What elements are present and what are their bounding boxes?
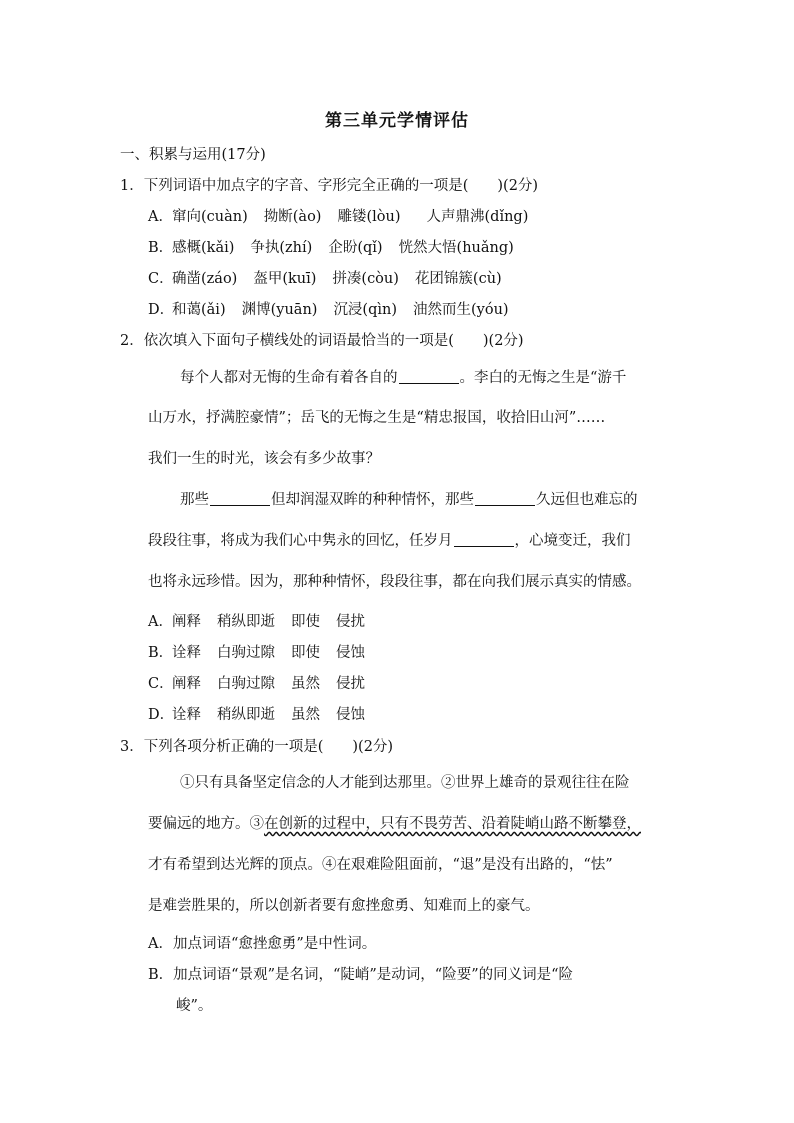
question-1-option-d: D．和蔼(ǎi) 渊博(yuān) 沉浸(qìn) 油然而生(yóu) bbox=[148, 302, 509, 318]
question-2-passage-line: 也将永远珍惜。因为，那种种情怀，段段往事，都在向我们展示真实的情感。 bbox=[148, 574, 641, 590]
question-3-passage-line: 是难尝胜果的，所以创新者要有愈挫愈勇、知难而上的豪气。 bbox=[148, 898, 540, 914]
question-1-option-c: C．确凿(záo) 盔甲(kuī) 拼凑(còu) 花团锦簇(cù) bbox=[148, 271, 502, 287]
answer-blank-2[interactable] bbox=[210, 491, 270, 506]
answer-blank-3[interactable] bbox=[475, 491, 535, 506]
question-3-option-b: B．加点词语“景观”是名词，“陡峭”是动词，“险要”的同义词是“险 bbox=[148, 967, 574, 983]
question-3-option-a: A．加点词语“愈挫愈勇”是中性词。 bbox=[148, 936, 377, 952]
question-1-option-b: B．感概(kǎi) 争执(zhí) 企盼(qǐ) 恍然大悟(huǎng) bbox=[148, 240, 514, 256]
question-1-option-a: A．窜向(cuàn) 拗断(ào) 雕镂(lòu) 人声鼎沸(dǐng) bbox=[148, 209, 529, 225]
underlined-sentence: 在创新的过程中，只有不畏劳苦、沿着陡峭山路不断攀登， bbox=[264, 816, 641, 832]
section-heading: 一、积累与运用(17分) bbox=[120, 147, 266, 163]
answer-blank-1[interactable] bbox=[399, 369, 459, 384]
question-2-option-c: C．阐释 白驹过隙 虽然 侵扰 bbox=[148, 676, 365, 692]
question-2-passage-line: 那些 但却润湿双眸的种种情怀，那些 久远但也难忘的 bbox=[180, 492, 638, 508]
question-1-stem: 1．下列词语中加点字的字音、字形完全正确的一项是( )(2分) bbox=[120, 178, 539, 194]
page-title: 第三单元学情评估 bbox=[325, 111, 469, 131]
question-3-stem: 3．下列各项分析正确的一项是( )(2分) bbox=[120, 739, 394, 755]
question-2-option-b: B．诠释 白驹过隙 即使 侵蚀 bbox=[148, 645, 365, 661]
question-2-passage-line: 每个人都对无悔的生命有着各自的 。李白的无悔之生是“游千 bbox=[180, 370, 627, 386]
question-3-passage-line: ①只有具备坚定信念的人才能到达那里。②世界上雄奇的景观往往在险 bbox=[180, 775, 630, 791]
question-2-option-a: A．阐释 稍纵即逝 即使 侵扰 bbox=[148, 614, 365, 630]
question-2-option-d: D．诠释 稍纵即逝 虽然 侵蚀 bbox=[148, 707, 365, 723]
question-2-passage-line: 我们一生的时光，该会有多少故事？ bbox=[148, 451, 380, 467]
question-2-passage-line: 段段往事，将成为我们心中隽永的回忆，任岁月 ，心境变迁，我们 bbox=[148, 533, 631, 549]
question-2-passage-line: 山万水，抒满腔豪情”；岳飞的无悔之生是“精忠报国，收拾旧山河”…… bbox=[148, 410, 606, 426]
question-3-passage-line: 要偏远的地方。③在创新的过程中，只有不畏劳苦、沿着陡峭山路不断攀登， bbox=[148, 816, 641, 832]
question-3-option-b-continued: 峻”。 bbox=[176, 998, 213, 1014]
question-3-passage-line: 才有希望到达光辉的顶点。④在艰难险阻面前，“退”是没有出路的，“怯” bbox=[148, 857, 613, 873]
question-2-stem: 2．依次填入下面句子横线处的词语最恰当的一项是( )(2分) bbox=[120, 333, 524, 349]
answer-blank-4[interactable] bbox=[454, 532, 514, 547]
